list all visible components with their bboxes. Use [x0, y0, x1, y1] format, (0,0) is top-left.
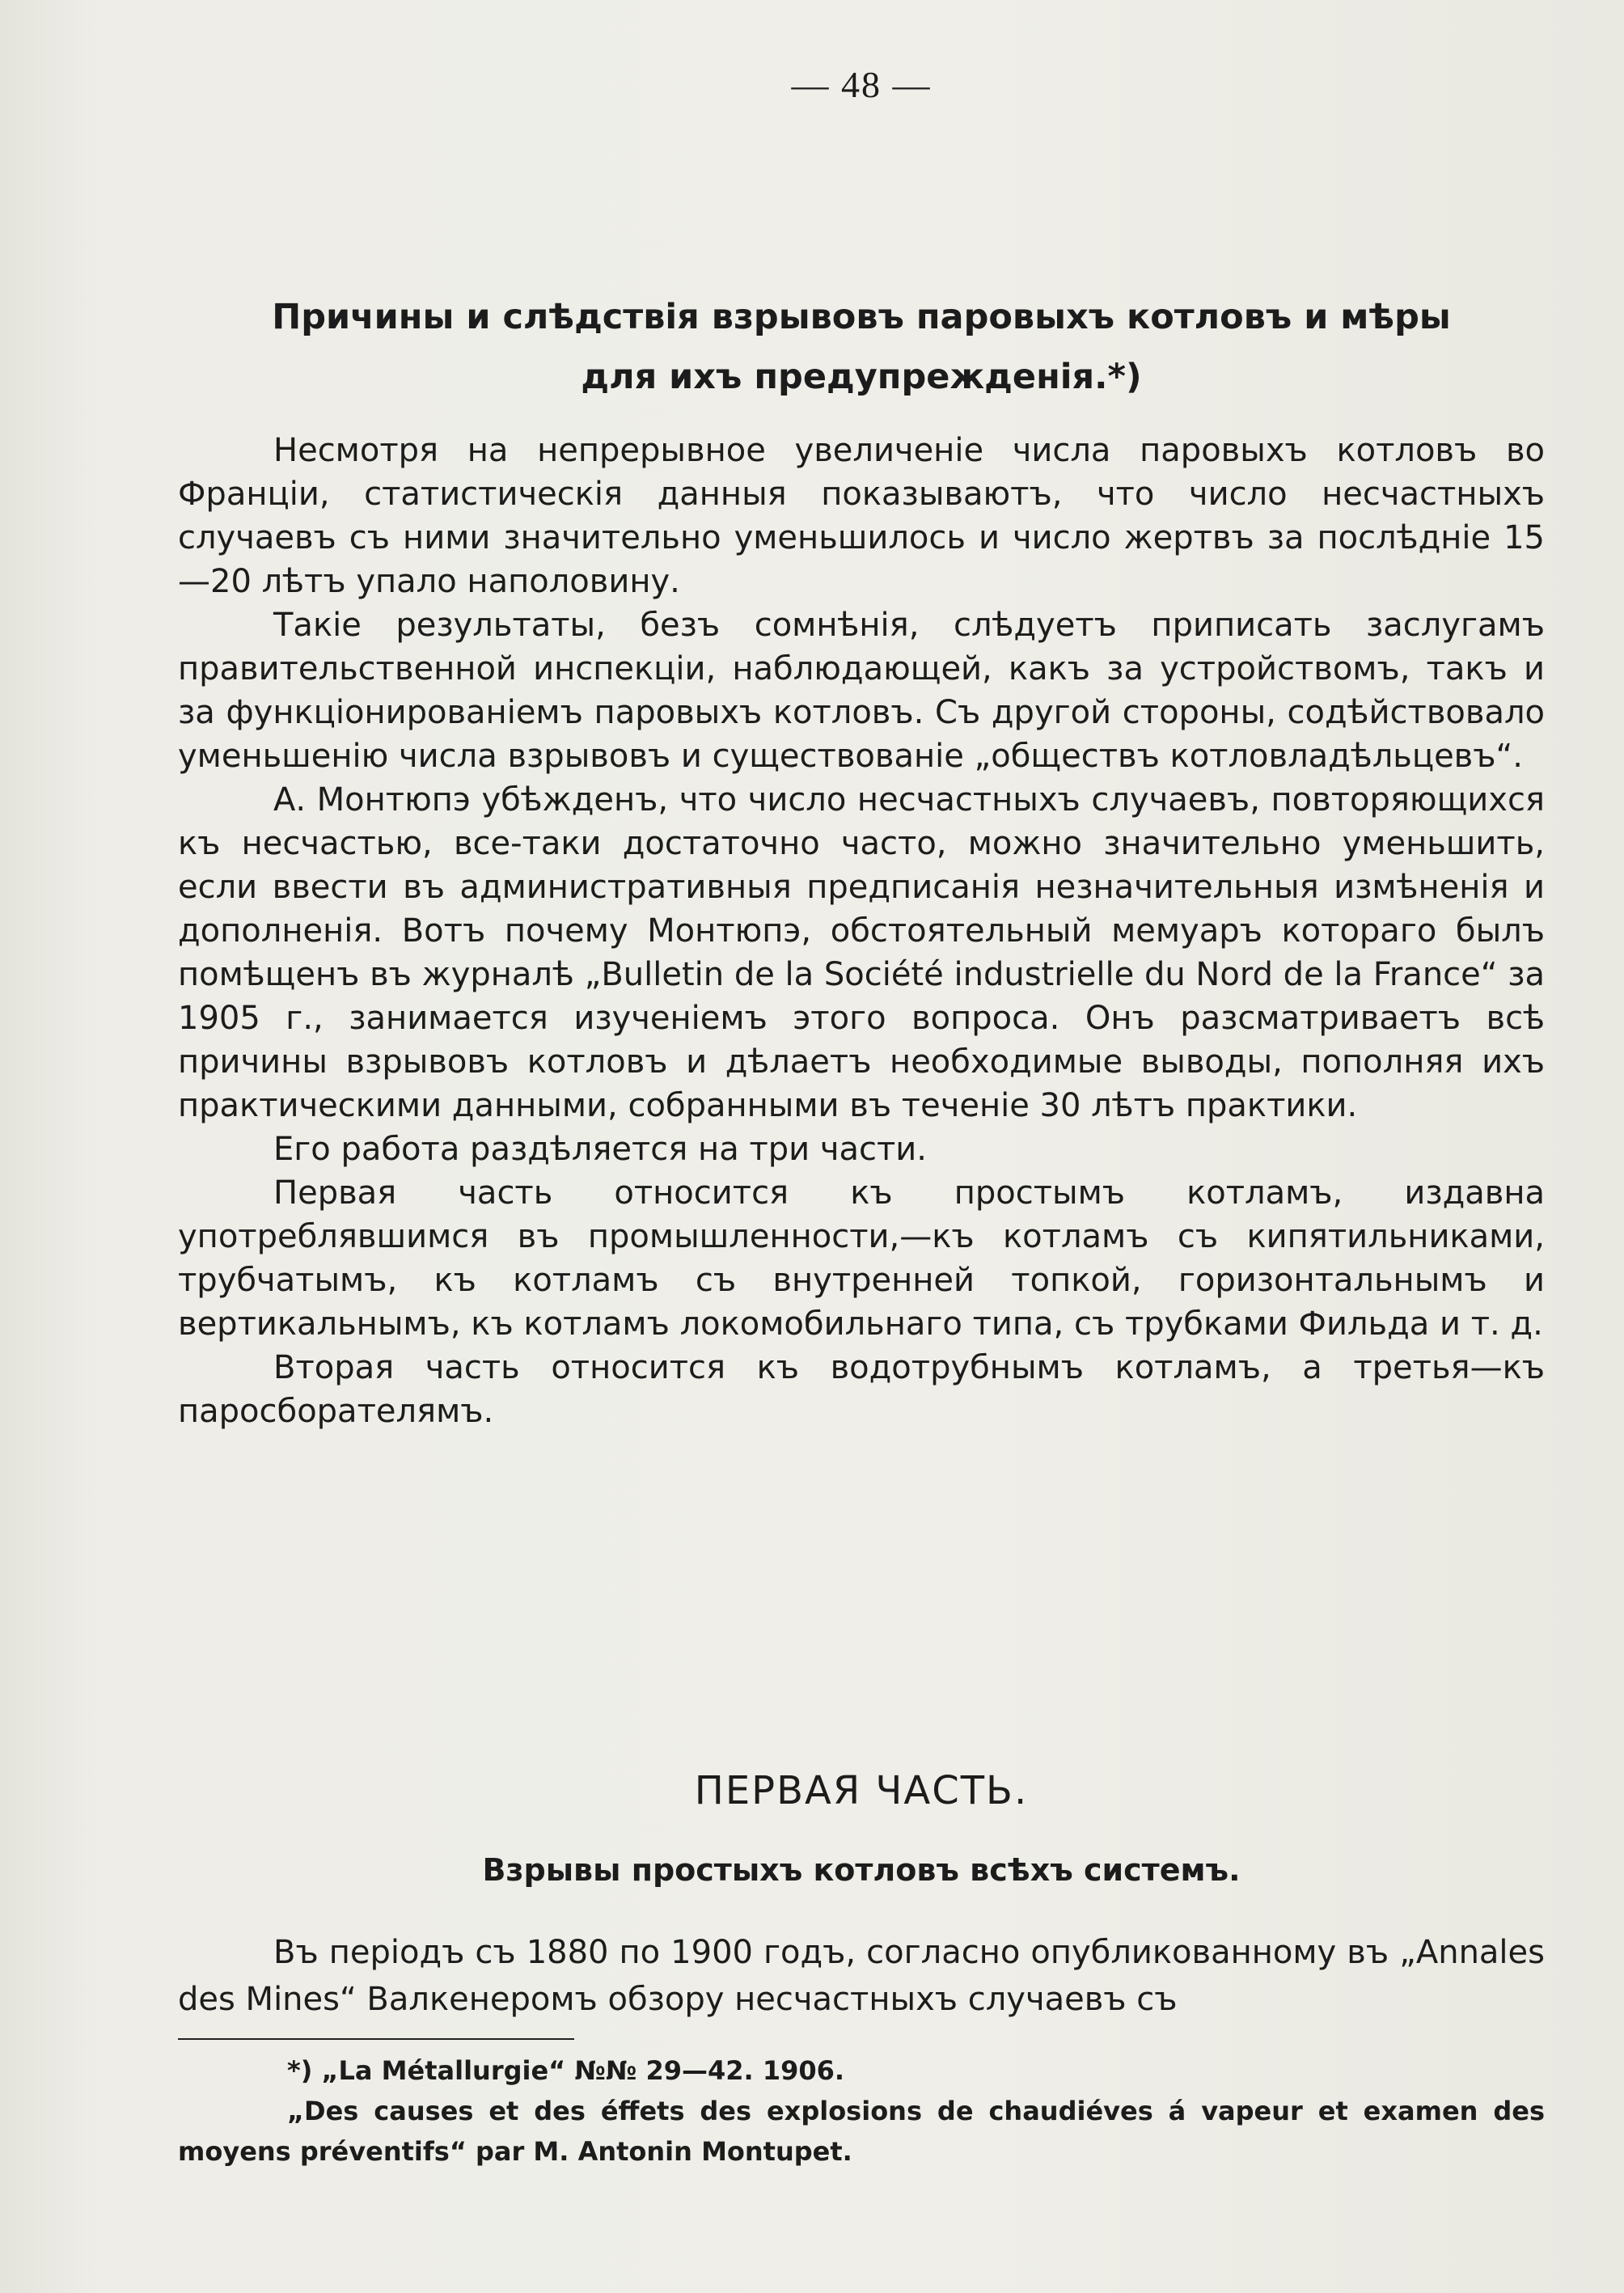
paragraph-3: А. Монтюпэ убѣжденъ, что число несчастныхъ случаевъ, повторяющихся къ несчастью, все-таки достаточно часто, можно значительно уменьшить, если ввести въ административныя предписанія незначительныя измѣненія и дополненія. Вотъ почему Монтюпэ, обстоятельный мемуаръ котораго былъ помѣщенъ въ журналѣ „Bulletin de la Société industrielle du Nord de la France“ за 1905 г., занимается изученіемъ этого вопроса. Онъ разсматриваетъ всѣ причины взрывовъ котловъ и дѣлаетъ необходимые выводы, пополняя ихъ практическими данными, собранными въ теченіе 30 лѣтъ практики. — [178, 781, 1545, 1124]
heading-line-1: Причины и слѣдствія взрывовъ паровыхъ котловъ и мѣры — [272, 297, 1451, 337]
article-body — [178, 429, 1545, 1433]
final-paragraph: Въ періодъ съ 1880 по 1900 годъ, согласно опубликованному въ „Annales des Mines“ Валкенеромъ обзору несчастныхъ случаевъ съ — [178, 1934, 1545, 2018]
subsection-title: Взрывы простыхъ котловъ всѣхъ системъ. — [482, 1852, 1241, 1888]
section-title: ПЕРВАЯ ЧАСТЬ. — [694, 1768, 1029, 1813]
article-heading — [178, 287, 1545, 407]
footnote-source: *) „La Métallurgie“ №№ 29—42. 1906. — [287, 2055, 845, 2086]
paragraph-1: Несмотря на непрерывное увеличеніе числа паровыхъ котловъ во Франціи, статистическія данныя показываютъ, что число несчастныхъ случаевъ съ ними значительно уменьшилось и число жертвъ за послѣдніе 15—20 лѣтъ упало наполовину. — [178, 432, 1545, 600]
section-body — [178, 1929, 1545, 2023]
paragraph-2: Такіе результаты, безъ сомнѣнія, слѣдуетъ приписать заслугамъ правительственной инспекціи, наблюдающей, какъ за устройствомъ, такъ и за функціонированіемъ паровыхъ котловъ. Съ другой стороны, содѣйствовало уменьшенію числа взрывовъ и существованіе „обществъ котловладѣльцевъ“. — [178, 607, 1545, 775]
paragraph-4: Его работа раздѣляется на три части. — [273, 1131, 927, 1168]
footnote-title: „Des causes et des éffets des explosions de chaudiéves á vapeur et examen des moyens préventifs“ par M. Antonin Montupet. — [178, 2096, 1545, 2167]
paragraph-6: Вторая часть относится къ водотрубнымъ котламъ, а третья—къ паросборателямъ. — [178, 1349, 1545, 1430]
page-number: — 48 — — [791, 64, 932, 105]
footnote-divider — [178, 2038, 574, 2040]
heading-line-2: для ихъ предупрежденія.*) — [581, 357, 1142, 397]
footnote — [178, 2050, 1545, 2172]
paragraph-5: Первая часть относится къ простымъ котламъ, издавна употреблявшимся въ промышленности,—къ котламъ съ кипятильниками, трубчатымъ, къ котламъ съ внутренней топкой, горизонтальнымъ и вертикальнымъ, къ котламъ локомобильнаго типа, съ трубками Фильда и т. д. — [178, 1174, 1545, 1343]
